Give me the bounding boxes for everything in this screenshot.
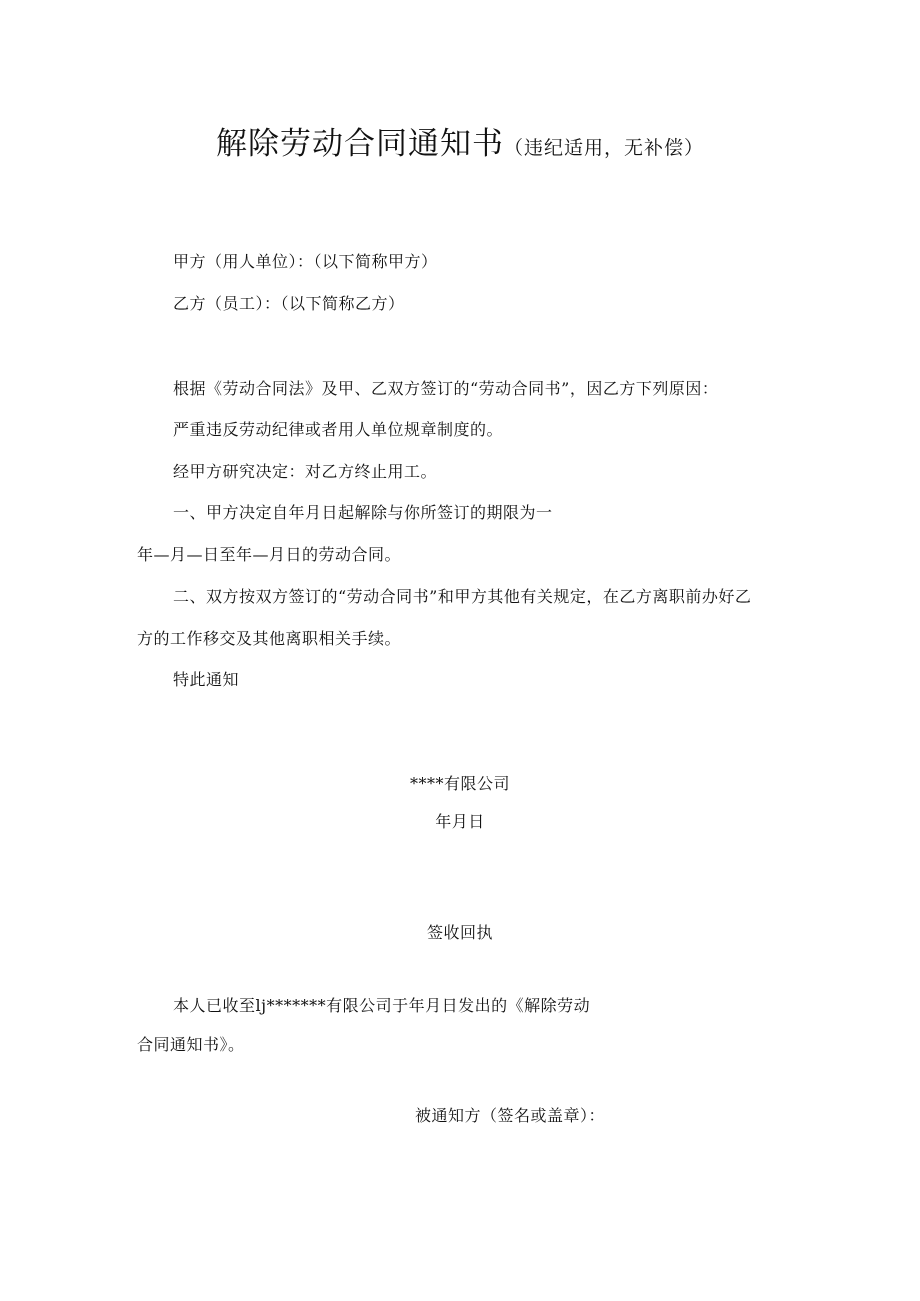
item1-line2: 年—月—日至年—月日的劳动合同。: [137, 545, 402, 564]
party-b-line: 乙方（员工）：（以下简称乙方）: [173, 294, 405, 313]
receipt-text-line1: 本人已收至lj*******有限公司于年月日发出的《解除劳动: [173, 996, 591, 1015]
party-a-line: 甲方（用人单位）：（以下简称甲方）: [173, 252, 438, 271]
item2-line2: 方的工作移交及其他离职相关手续。: [137, 629, 402, 648]
notice-line: 特此通知: [173, 670, 240, 689]
receipt-signer: 被通知方（签名或盖章）：: [415, 1106, 606, 1125]
company-name: ****有限公司: [409, 774, 510, 793]
decision-paragraph: 经甲方研究决定：对乙方终止用工。: [173, 462, 438, 481]
receipt-text-line2: 合同通知书》。: [137, 1035, 245, 1054]
title-main: 解除劳动合同通知书: [215, 126, 504, 162]
title-subtitle: （违纪适用，无补偿）: [503, 137, 704, 159]
item2-line1: 二、双方按双方签订的“劳动合同书”和甲方其他有关规定，在乙方离职前办好乙: [173, 587, 752, 606]
signature-date: 年月日: [435, 812, 485, 831]
basis-paragraph: 根据《劳动合同法》及甲、乙双方签订的“劳动合同书”，因乙方下列原因：: [173, 379, 719, 398]
document-title: [0, 118, 920, 163]
reason-paragraph: 严重违反劳动纪律或者用人单位规章制度的。: [173, 420, 504, 439]
receipt-title: 签收回执: [426, 923, 493, 942]
item1-line1: 一、甲方决定自年月日起解除与你所签订的期限为一: [173, 503, 553, 522]
